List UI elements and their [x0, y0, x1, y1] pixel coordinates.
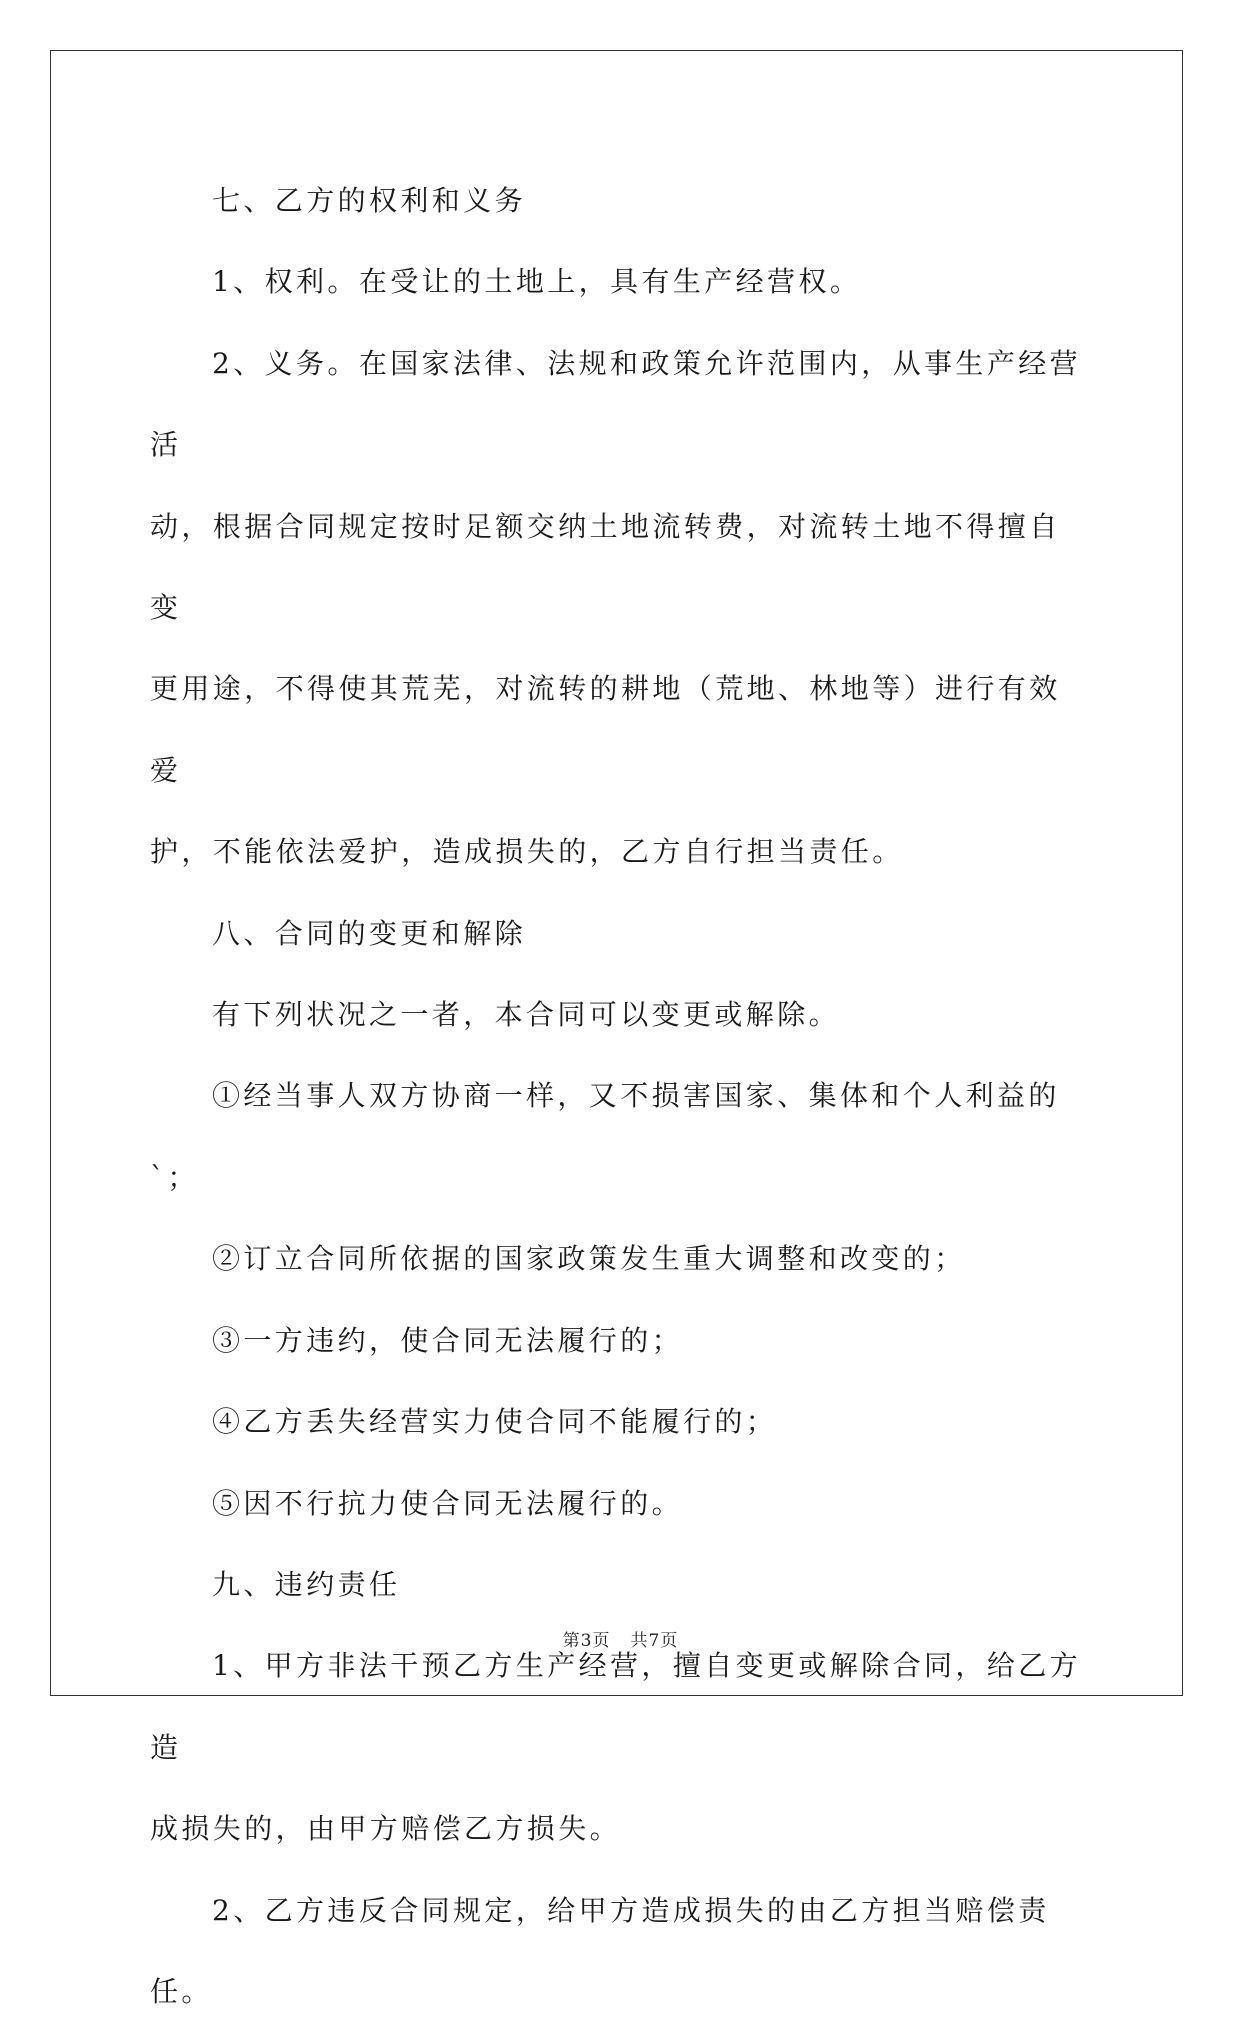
page-number: 第3页	[562, 1631, 611, 1651]
text-line: 八、合同的变更和解除	[212, 916, 527, 950]
page-footer	[0, 1626, 1241, 1651]
section-heading-9	[150, 1544, 1090, 1625]
text-line: ⑤因不行抗力使合同无法履行的。	[212, 1486, 684, 1520]
text-line: 有下列状况之一者，本合同可以变更或解除。	[212, 998, 841, 1032]
condition-item-3	[150, 1300, 1090, 1381]
text-line: 九、违约责任	[212, 1567, 401, 1601]
text-line: ③一方违约，使合同无法履行的；	[212, 1323, 684, 1357]
condition-item-5	[150, 1463, 1090, 1544]
paragraph-obligations	[150, 323, 1090, 893]
text-line: 护，不能依法爱护，造成损失的，乙方自行担当责任。	[150, 835, 904, 869]
page-total: 共7页	[630, 1631, 679, 1651]
paragraph-rights	[150, 241, 1090, 322]
paragraph-liability-party-a	[150, 1625, 1090, 1869]
text-line: 七、乙方的权利和义务	[212, 184, 527, 217]
text-line: ④乙方丢失经营实力使合同不能履行的；	[212, 1405, 778, 1439]
condition-item-1	[150, 1055, 1090, 1218]
condition-item-4	[150, 1381, 1090, 1462]
paragraph-liability-party-b	[150, 1870, 1090, 2032]
section-heading-7	[150, 160, 1090, 241]
document-body	[150, 160, 1090, 2032]
text-line: 1、权利。在受让的土地上，具有生产经营权。	[212, 265, 862, 299]
text-line: 1、甲方非法干预乙方生产经营，擅自变更或解除合同，给乙方造	[150, 1649, 1082, 1764]
text-line: ②订立合同所依据的国家政策发生重大调整和改变的；	[212, 1242, 966, 1276]
section-heading-8	[150, 893, 1090, 974]
text-line: 成损失的，由甲方赔偿乙方损失。	[150, 1812, 622, 1846]
text-line: 2、义务。在国家法律、法规和政策允许范围内，从事生产经营活	[150, 346, 1082, 462]
text-line: 动，根据合同规定按时足额交纳土地流转费，对流转土地不得擅自变	[150, 509, 1061, 625]
text-line: ①经当事人双方协商一样，又不损害国家、集体和个人利益的`；	[150, 1079, 1060, 1194]
text-line: 更用途，不得使其荒芜，对流转的耕地（荒地、林地等）进行有效爱	[150, 672, 1061, 787]
paragraph-conditions-intro	[150, 974, 1090, 1055]
condition-item-2	[150, 1218, 1090, 1299]
text-line: 2、乙方违反合同规定，给甲方造成损失的由乙方担当赔偿责任。	[150, 1893, 1050, 2008]
